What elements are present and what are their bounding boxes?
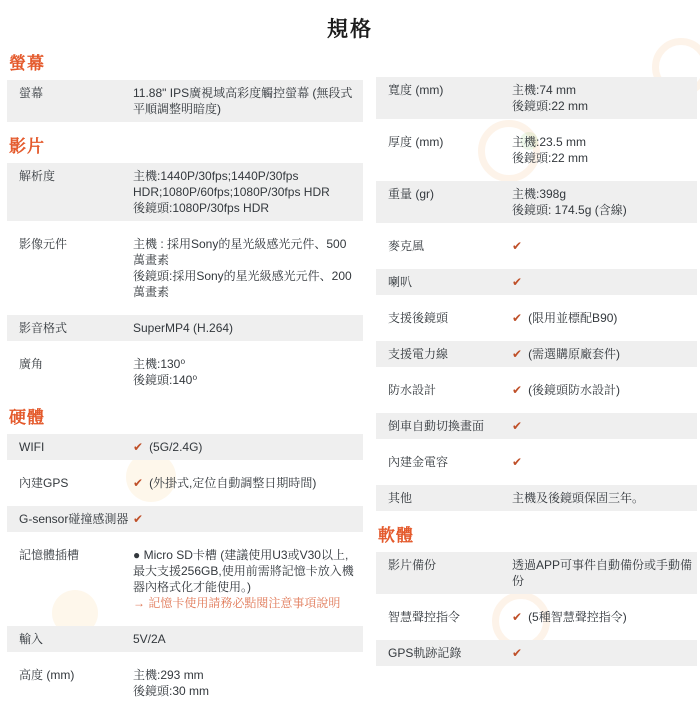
check-icon: ✔ <box>512 646 523 660</box>
spec-label: 其他 <box>388 491 413 505</box>
spec-row-wide-angle <box>7 351 363 393</box>
spec-label: 倒車自動切換畫面 <box>388 419 485 433</box>
spec-value <box>133 168 358 216</box>
spec-label: G-sensor碰撞感測器 <box>19 512 129 526</box>
value-line: 主機:74 mm <box>512 83 577 97</box>
value-line: 主機:130⁰ <box>133 357 186 371</box>
spec-label: GPS軌跡記錄 <box>388 646 462 660</box>
check-icon: ✔ <box>512 610 523 624</box>
spec-row-resolution <box>7 163 363 221</box>
left-column <box>7 43 363 714</box>
spec-row-gold-capacitor <box>376 449 697 475</box>
value-note: (限用並標配B90) <box>528 311 618 325</box>
spec-row-memory-slot <box>7 542 363 616</box>
spec-label: 內建GPS <box>19 476 69 490</box>
value-note: (後鏡頭防水設計) <box>528 383 621 397</box>
section-header-software: 軟體 <box>378 526 414 545</box>
spec-row-speaker <box>376 269 697 295</box>
spec-row-reverse-auto-switch <box>376 413 697 439</box>
spec-row-microphone <box>376 233 697 259</box>
spec-value <box>133 356 358 388</box>
value-line: 後鏡頭:30 mm <box>133 684 210 698</box>
value-line: 後鏡頭:採用Sony的星光級感光元件、200萬畫素 <box>133 269 352 299</box>
spec-label: 重量 (gr) <box>388 187 434 201</box>
spec-value <box>512 557 692 589</box>
spec-row-gsensor <box>7 506 363 532</box>
value-line: 主機:293 mm <box>133 668 204 682</box>
spec-row-height <box>7 662 363 704</box>
spec-row-weight <box>376 181 697 223</box>
spec-label: 喇叭 <box>388 275 413 289</box>
spec-value <box>512 645 692 661</box>
right-column <box>376 43 697 714</box>
spec-row-other <box>376 485 697 511</box>
spec-columns <box>0 43 700 714</box>
spec-value <box>133 511 358 527</box>
check-icon: ✔ <box>512 239 523 253</box>
spec-value <box>133 320 358 336</box>
section-header-screen: 螢幕 <box>9 54 45 73</box>
memory-card-notice-link[interactable]: → 記憶卡使用請務必點閱注意事項說明 <box>133 596 341 610</box>
spec-label: 內建金電容 <box>388 455 449 469</box>
value-line: ● Micro SD卡槽 (建議使用U3或V30以上,最大支援256GB,使用前需將記憶卡放入機器內格式化才能使用。) <box>133 548 354 594</box>
spec-label: 廣角 <box>19 357 44 371</box>
spec-value <box>512 238 692 254</box>
spec-row-wifi <box>7 434 363 460</box>
spec-value <box>133 631 358 647</box>
check-icon: ✔ <box>133 440 144 454</box>
spec-value <box>133 236 358 300</box>
spec-row-image-sensor <box>7 231 363 305</box>
spec-label: 影音格式 <box>19 321 68 335</box>
spec-label: 解析度 <box>19 169 56 183</box>
spec-row-rear-camera-support <box>376 305 697 331</box>
spec-row-input <box>7 626 363 652</box>
spec-value <box>133 547 358 611</box>
spec-row-width <box>376 77 697 119</box>
check-icon: ✔ <box>512 455 523 469</box>
spec-label: 記憶體插槽 <box>19 548 80 562</box>
page-title: 規格 <box>327 18 373 41</box>
spec-row-screen <box>7 80 363 122</box>
value-line: 後鏡頭:22 mm <box>512 151 589 165</box>
value-note: (5G/2.4G) <box>149 440 203 454</box>
value-note: (5種智慧聲控指令) <box>528 610 627 624</box>
spec-value <box>512 134 692 166</box>
spec-label: 支援後鏡頭 <box>388 311 449 325</box>
spec-value <box>512 454 692 470</box>
check-icon: ✔ <box>133 512 144 526</box>
check-icon: ✔ <box>512 347 523 361</box>
value-note: (外掛式,定位自動調整日期時間) <box>149 476 317 490</box>
spec-label: 輸入 <box>19 632 44 646</box>
value-line: 主機:23.5 mm <box>512 135 587 149</box>
spec-value <box>133 85 358 117</box>
spec-label: 影片備份 <box>388 558 437 572</box>
check-icon: ✔ <box>133 476 144 490</box>
value-line: 後鏡頭: 174.5g (含線) <box>512 203 627 217</box>
spec-label: 寬度 (mm) <box>388 83 444 97</box>
spec-label: 影像元件 <box>19 237 68 251</box>
check-icon: ✔ <box>512 275 523 289</box>
value-line: 主機:398g <box>512 187 567 201</box>
spec-label: 智慧聲控指令 <box>388 610 461 624</box>
spec-label: WIFI <box>19 440 45 454</box>
value-line: SuperMP4 (H.264) <box>133 321 234 335</box>
check-icon: ✔ <box>512 383 523 397</box>
value-line: 5V/2A <box>133 632 166 646</box>
spec-value <box>512 490 692 506</box>
value-line: 後鏡頭:1080P/30fps HDR <box>133 201 270 215</box>
spec-row-gps-track-record <box>376 640 697 666</box>
spec-value <box>512 310 692 326</box>
spec-value <box>512 82 692 114</box>
value-line: 主機 : 採用Sony的星光級感光元件、500萬畫素 <box>133 237 347 267</box>
spec-row-power-line-support <box>376 341 697 367</box>
spec-value <box>512 382 692 398</box>
spec-row-builtin-gps <box>7 470 363 496</box>
spec-value <box>512 186 692 218</box>
value-line: 後鏡頭:22 mm <box>512 99 589 113</box>
spec-row-video-backup <box>376 552 697 594</box>
section-header-video: 影片 <box>9 137 45 156</box>
spec-row-thickness <box>376 129 697 171</box>
value-line: 11.88" IPS廣視域高彩度觸控螢幕 (無段式平順調整明暗度) <box>133 86 353 116</box>
spec-value <box>133 439 358 455</box>
spec-value <box>512 609 692 625</box>
value-line: 後鏡頭:140⁰ <box>133 373 198 387</box>
spec-value <box>512 274 692 290</box>
value-line: 主機:1440P/30fps;1440P/30fps HDR;1080P/60fps;1080P/30fps HDR <box>133 169 330 199</box>
spec-row-video-format <box>7 315 363 341</box>
spec-label: 高度 (mm) <box>19 668 75 682</box>
spec-row-waterproof <box>376 377 697 403</box>
value-line: 透過APP可事件自動備份或手動備份 <box>512 558 693 588</box>
section-header-hardware: 硬體 <box>9 408 45 427</box>
spec-label: 厚度 (mm) <box>388 135 444 149</box>
spec-label: 螢幕 <box>19 86 44 100</box>
value-note: (需選購原廠套件) <box>528 347 621 361</box>
spec-label: 防水設計 <box>388 383 437 397</box>
spec-value <box>133 667 358 699</box>
check-icon: ✔ <box>512 311 523 325</box>
spec-label: 支援電力線 <box>388 347 449 361</box>
spec-label: 麥克風 <box>388 239 425 253</box>
spec-value <box>512 418 692 434</box>
spec-value <box>133 475 358 491</box>
spec-value <box>512 346 692 362</box>
spec-row-voice-control <box>376 604 697 630</box>
value-line: 主機及後鏡頭保固三年。 <box>512 491 645 505</box>
check-icon: ✔ <box>512 419 523 433</box>
